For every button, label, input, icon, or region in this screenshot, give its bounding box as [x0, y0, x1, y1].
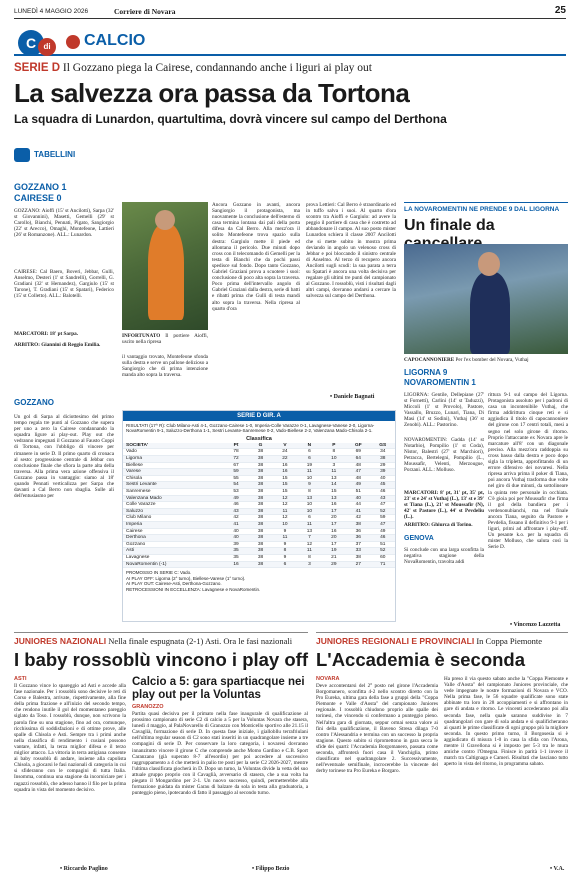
- table-cell: 8: [283, 548, 287, 554]
- right-byline: • Vincenzo Lazzetta: [510, 622, 561, 628]
- bottom-right-kicker-text: In Coppa Piemonte: [476, 636, 542, 646]
- table-cell: 52: [380, 548, 386, 554]
- bottom-right-byline: • V.A.: [550, 866, 565, 872]
- table-cell: 12: [282, 502, 288, 508]
- tabellini-label: TABELLINI: [34, 150, 76, 159]
- table-cell: 54: [233, 482, 239, 488]
- bottom-right-kicker-tag: JUNIORES REGIONALI E PROVINCIALI: [316, 636, 475, 646]
- table-cell: 11: [306, 469, 312, 475]
- page-header: [14, 5, 566, 19]
- gozzano-heading: GOZZANO: [14, 398, 54, 407]
- table-rows: [123, 443, 395, 568]
- table-cell: 38: [257, 462, 264, 468]
- table-cell: Derthona: [126, 535, 146, 541]
- table-cell: 34: [380, 449, 386, 455]
- table-note: RETROCESSIONI IN ECCELLENZA: Lavagnese e NovaRomentin.: [126, 586, 261, 592]
- table-cell: 38: [257, 541, 264, 547]
- table-cell: 35: [233, 554, 239, 560]
- table-cell: 15: [282, 482, 288, 488]
- table-cell: 11: [331, 469, 337, 475]
- genova-heading: GENOVA: [404, 535, 434, 542]
- table-cell: 9: [308, 482, 311, 488]
- table-row: [123, 489, 395, 496]
- table-cell: 59: [380, 515, 386, 521]
- table-row: [123, 562, 395, 569]
- table-cell: 38: [257, 482, 264, 488]
- bottom-right-col-2: Ha preso il via questo sabato anche la "Coppa Piemonte e Valle d'Aosta" del campionato Juniores provinciale, che vede impegnate le nostre formazioni di Novara e VCO. Nella prima fase, le 56 squadre qualificate sono state abbinate tra loro in 28 accoppiamenti e si affrontano in gare di andata e ritorno. Le vincenti accederanno poi alla seconda fase, nella quale saranno suddivise in 7 quadrangolari con gare di sola andata e si qualificheranno ai quarti le prime classificate di ogni gruppo più la migliore seconda. In questo primo turno, il Borgosesia si è aggiudicato di misura 1-0 in casa la sfida con l'Arona, mentre il Gravellona si è imposto per 5-3 tra le mura amiche contro l'Omegna. Finisce in parità 1-1 invece il match tra Caltignaga e Cameri. Risultati che lasciano tutto aperto in vista del ritorno, in programma sabato.: [444, 676, 568, 768]
- table-cell: 37: [355, 541, 361, 547]
- table-cell: 49: [380, 528, 386, 534]
- table-cell: 46: [380, 535, 386, 541]
- article-col-2: il vantaggio trovato, Montefeone sfonda sulla destra e serve un pallone delizioso a Sangiorgio che di prima intenzione manda alto sopra la traversa.: [122, 354, 208, 379]
- table-row: [123, 548, 395, 555]
- right-scorers: MARCATORI: 8' pt, 31' pt, 35' pt, 23' st e 24' st Vuthaj (L.), 13' st e 39' st Tiana (L.), 21' st Moussafir (N), 42' st Pastore (L.), 44' st Pevdeliu (L.).: [404, 490, 484, 521]
- player-head: [155, 210, 175, 230]
- right-score-away: NOVAROMENTIN 1: [404, 378, 476, 387]
- table-cell: 38: [257, 488, 264, 494]
- table-cell: 10: [331, 456, 337, 461]
- table-cell: 27: [355, 561, 361, 567]
- table-row: [123, 522, 395, 529]
- table-cell: Valenzana Mado: [126, 495, 162, 501]
- scorers: MARCATORI: 18' pt Sarpa.: [14, 331, 79, 337]
- table-cell: 39: [380, 469, 386, 475]
- table-cell: 10: [306, 508, 313, 514]
- score-away: CAIRESE 0: [14, 193, 62, 203]
- table-cell: 78: [233, 449, 239, 455]
- table-cell: 14: [331, 482, 337, 488]
- right-col-2: rittura 9-1 sul campo del Ligorna. Protagonista assoluto per i padroni di casa un incontenibile Vuthaj, che firma addirittura cinque reti e si aggiudica il titolo di capocannoniere del girone con 17 centri totali, mesi a segno nel solo girone di ritorno. Proprio l'attaccante ex Novara apre le marcature all'8' con un diagonale preciso. Alla mezz'ora raddoppia su cross basso dalla destra e poco dopo sigla la tripletta, approfittando di un errore difensivo dei novaresi. Nella ripresa arriva prima il poker di Tiana, poi ancora Vuthaj trasforma due volte nel giro di due minuti, da sottolineare la quinta rete personale in occhiata. C'è gioia poi per Moussafir che firma il gol della bandiera per i verdenonubianchi, ma nel finale ancora Tiana, seguito da Pastore e Pevdelia, fissano il definitivo 9-1 per i liguri, primi ad affrontare i play-off. Un pesante k.o. per la squadra di mister Molluso, che saluta così la Serie D.: [488, 392, 568, 551]
- bottom-left-headline: I baby rossoblù vincono i play off: [14, 649, 308, 670]
- table-cell: 17: [331, 508, 337, 514]
- table-cell: 13: [331, 475, 337, 481]
- newspaper-logo: C: [18, 30, 44, 56]
- table-row: [123, 469, 395, 476]
- right-caption-label: CAPOCANNONIERE: [404, 357, 455, 363]
- table-cell: 19: [306, 462, 313, 468]
- table-cell: 67: [233, 462, 239, 468]
- table-cell: 7: [308, 535, 311, 541]
- voluntas-byline: • Filippo Bezio: [252, 866, 290, 872]
- table-cell: 40: [233, 535, 239, 541]
- table-cell: 71: [380, 561, 386, 567]
- table-cell: 51: [380, 541, 386, 547]
- table-cell: 49: [233, 495, 239, 501]
- table-cell: 33: [355, 548, 361, 554]
- table-cell: Imperia: [126, 521, 142, 527]
- table-cell: 38: [257, 475, 264, 481]
- table-cell: 17: [331, 541, 337, 547]
- table-cell: 38: [257, 554, 264, 560]
- newspaper-name: Corriere di Novara: [114, 7, 176, 16]
- voluntas-headline: Calcio a 5: gara spartiacque nei play out per la Voluntas: [132, 676, 305, 701]
- table-cell: 40: [233, 528, 239, 534]
- table-cell: 60: [380, 554, 386, 560]
- table-cell: 10: [306, 475, 313, 481]
- table-cell: 38: [257, 521, 264, 527]
- table-cell: 11: [306, 548, 312, 554]
- bottom-left-tag: ASTI: [14, 676, 27, 682]
- table-cell: 15: [282, 475, 288, 481]
- caption-label: INFORTUNATO: [122, 333, 161, 339]
- section-header: [14, 26, 566, 56]
- genova-body: Si conclude con una larga sconfitta la negativa stagione della NovaRomentin, travolta addi: [404, 547, 484, 566]
- page-date: LUNEDÌ 4 MAGGIO 2026: [14, 8, 89, 15]
- table-cell: 39: [233, 541, 239, 547]
- table-row: [123, 449, 395, 456]
- right-headline: Un finale da: [404, 217, 495, 234]
- voluntas-body: Partita quasi decisiva per il primato nella fase inaugurale di qualificazione al prossimo campionato di serie C2 di calcio a 5 per la Voluntas Novara che stasera, lunedì 4 maggio, al PalaNovarello di Granozzo con Monticello sportivo alle 21.15 il Cavaglià, formazione di serie D. In questa fase iniziale, i giallobllu terrafriulani nell'ultima regular season di C2 sono stati inseriti in un quadrangolare insieme a tre compagini di serie D. Per conservare la loro categoria, i novaresi dovranno innanzitutto vincere il girone C che comprende anche Momo Gardino e C.B. Sport Caranzano (già superato 8-7 all'esordio) per poi accedere al successivo raggruppamento a 4 che metterà in palio tre posti per la serie C2 2026-2027, mentre l'ultima classificata giocherà in D. Dopo un turno, la Voluntas divide la vetta del suo attuale gruppo proprio con il Cavaglià, avversario di stasera, che a sua volta ha piegato il Mongardino per 2-1. Un nuovo successo, quindi, permetterebbe alla formazione guidata da mister Garau di balzare da sola in testa alla graduatoria, a punteggio pieno, ipotecando di fatto il passaggio al secondo turno.: [132, 711, 308, 797]
- table-subtitle: Classifica: [246, 435, 272, 442]
- table-cell: 44: [355, 502, 361, 508]
- table-cell: 29: [331, 561, 337, 567]
- table-row: [123, 482, 395, 489]
- table-cell: 38: [257, 469, 264, 475]
- lineup-ligorna: LIGORNA: Gentile, Dellepiane (27' st Fornetti), Carlini (14' st Taduzzi), Miccoli (1' st Provolo), Pastore, Vassallo, Bruzzo, Lunari, Tiana, Di Masi (14' st Sodini), Vuthaj (36' st Zenobi). ALL.: Pastorino.: [404, 392, 484, 429]
- table-cell: 41: [355, 508, 361, 514]
- table-title: SERIE D GIR. A: [123, 411, 395, 421]
- lineup-cairese: CAIRESE: Cal Baero, Boveri, Jebbar, Gulli, Anselmo, Desteri (1' st Sandrelli), Gorrelli, G. Gradiani (32' st Hernandez), Gargiulo (15' st Tarone), T. Gradiani (15' st Spatari), Federico (15' st Colletto). ALL.: Balotelli.: [14, 269, 114, 300]
- gozzano-body: Un gol di Sarpa al diciottesimo del primo tempo regala tre punti al Gozzano che supera per uno a zero la Cairese condannando la squadra ligure ai play-out. Play out che vedranno impegnati il Gozzano al Fausto Coppi di Tortona, con l'obbligo di vincere per rimanere in serie D. Il primo quarto di cronaca al sesto: progressione centrale di Jebbar con conclusione finale che sfiora la parte alta della traversa. Alla prima vera azione offensiva il Gozzano passa in vantaggio: siamo al 18' quando Pennati verticalizza per Sarpa che davanti a Cal Berro non sbaglia. Sulle ali dell'entusiasmo per: [14, 414, 114, 500]
- bottom-left-kicker-text: Nella finale espugnata (2-1) Asti. Ora le fasi nazionali: [108, 636, 293, 646]
- table-cell: 35: [233, 548, 239, 554]
- lineup-novaromentin: NOVAROMENTIN: Gadda (14' st Notarbio), Pompilio (1' st Coda), Nistor, Balestri (27' st Marchiori), Petracca, Bertelegni, Pompilio (L., Moussafir, Velenti, Merzougue, Porzani. ALL.: Molluso.: [404, 437, 484, 474]
- table-cell: 36: [355, 528, 361, 534]
- table-cell: 69: [355, 449, 361, 455]
- table-cell: Chisola: [126, 475, 142, 481]
- byline: • Daniele Bagnati: [330, 394, 375, 400]
- table-cell: 20: [331, 535, 337, 541]
- goalkeeper-photo: [122, 202, 208, 330]
- table-cell: Lavagnese: [126, 554, 150, 560]
- table-cell: Varese: [126, 469, 141, 475]
- table-cell: 38: [257, 535, 264, 541]
- right-divider: [404, 202, 568, 203]
- table-cell: 6: [283, 561, 287, 567]
- table-row: [123, 555, 395, 562]
- table-cell: 38: [380, 456, 386, 461]
- table-cell: 49: [355, 482, 361, 488]
- table-cell: 40: [380, 475, 386, 481]
- table-cell: 16: [282, 462, 288, 468]
- table-notes: [123, 568, 395, 594]
- table-cell: 13: [331, 495, 337, 501]
- table-cell: Sanremese: [126, 488, 151, 494]
- newspaper-logo-mark: di: [38, 38, 56, 56]
- bottom-right-tag: NOVARA: [316, 676, 340, 682]
- bottom-left-rule: [14, 632, 308, 633]
- table-cell: 3: [332, 462, 336, 468]
- caption-text: Il portiere Aioffi, uscito nella ripresa: [122, 333, 208, 346]
- table-cell: 48: [355, 475, 361, 481]
- table-cell: 19: [331, 548, 337, 554]
- table-note: AI PLAY OFF: Ligorna (2° turno), Biellese-Varese (1° turno).: [126, 575, 246, 581]
- right-kicker: LA NOVAROMENTIN NE PRENDE 9 DAL LIGORNA: [404, 206, 560, 213]
- headline: La salvezza ora passa da Tortona: [14, 78, 410, 108]
- table-cell: 72: [233, 456, 239, 461]
- table-cell: 38: [257, 502, 264, 508]
- table-header-cell: V: [283, 442, 287, 448]
- table-cell: 38: [257, 548, 264, 554]
- table-cell: 16: [331, 502, 337, 508]
- table-cell: 38: [257, 561, 264, 567]
- table-cell: 43: [233, 508, 239, 514]
- table-cell: 20: [331, 515, 337, 521]
- bottom-left-byline: • Riccardo Paglino: [60, 866, 108, 872]
- table-cell: Saluzzo: [126, 508, 144, 514]
- table-cell: 8: [308, 554, 311, 560]
- table-cell: 17: [331, 521, 337, 527]
- table-cell: 55: [233, 475, 239, 481]
- table-cell: 43: [380, 495, 386, 501]
- table-cell: 12: [306, 541, 313, 547]
- table-cell: 11: [306, 521, 312, 527]
- voluntas-tag: GRANOZZO: [132, 704, 164, 710]
- table-row: [123, 515, 395, 522]
- table-cell: 38: [257, 508, 264, 514]
- bottom-right-col-1: Deve accontentarsi del 2° posto nel girone l'Accademia Borgomanero, sconfitta 4-2 nello scontro diretto con la Pro Eureka, ultima gara della fase a gruppi della "Coppa Piemonte e Valle d'Aosta" del campionato Juniores regionale. I rossoblù chiudono proprio alle spalle dei torinesi, che vincendo si confermano a punteggio pieno. Nell'altra gara di giornata, seppur ormai senza valore ai fini della qualificazione, il Baveno Stresa dilaga 7-0 contro l'Alessandria e termina con un successo la propria stagione. Questo subito si ripromettono in gara secca le sfide dei quarti: l'Accademia Borgomanero, passata come seconda, affronterà fuori casa il Vanchiglia, primo classificato nel quadrangolare 2. Successivamente, nell'eventuale semifinale, incrocerebbe la vincente del derby torinese tra Pro Eureka e Borgaro.: [316, 683, 438, 775]
- referee: ARBITRO: Giannini di Reggio Emilia.: [14, 342, 101, 348]
- table-cell: 16: [233, 561, 239, 567]
- table-cell: 12: [282, 515, 288, 521]
- player-figure-2: [470, 272, 510, 354]
- table-cell: 46: [380, 488, 386, 494]
- table-cell: 41: [233, 521, 239, 527]
- table-cell: 48: [355, 462, 361, 468]
- table-note: PROMOSSO IN SERIE C: Vado.: [126, 570, 192, 576]
- results-text: RISULTATI (17^ R): Club Milano-Asti 4-1, Gozzano-Cairese 1-0, Imperia-Colle Varazze 0-1, Lavagnese-Vanese 2-0, Ligorna-NovaRomentin 9-1, Saluzzo-Derthona 1-1, Sestri Levante-Sanremese 0-2, Vado-Biellese 2-2, Valenzana Mado-Chisola 2-1.: [126, 423, 375, 434]
- photo-caption: [122, 333, 208, 345]
- table-header-cell: G: [258, 442, 263, 448]
- table-cell: 40: [355, 495, 361, 501]
- table-cell: 38: [257, 515, 264, 521]
- article-col-4: prova Lettieri: Cal Berro è straordinario ed in tuffo salva i suoi. Al quarto d'ora scontro tra Aioffi e Gargiulo: ad avere la peggio il portiere di casa che è costretto ad abbandonare il campo. Al suo posto mister Lunardon schiera il classe 2007 Ancilotti che si mette subito in mostra prima deviando in angolo un velenoso cross di Jebbar e poi bloccando il sinistro centrale di Anselmo. Al terzo di recupero ancora Ancilotti sugli scudi: la sua parata a terra su Spatari è ancora una volta decisiva per regalare gli ultimi tre punti del campionato al Gozzano. I rossoblù, visti i risultati dagli altri campi, dovranno andarsi a cercare la salvezza sul campo del Derthona.: [306, 202, 396, 300]
- table-cell: 21: [331, 554, 337, 560]
- table-header-cell: P: [332, 442, 336, 448]
- table-cell: Colle Varazze: [126, 502, 156, 508]
- table-cell: NovaRomentin (-1): [126, 561, 167, 567]
- right-caption-text: Per l'ex bomber del Novara, Vuthaj: [455, 357, 529, 363]
- table-cell: 46: [233, 502, 239, 508]
- stats-icon: [14, 148, 30, 162]
- article-kicker: [14, 62, 566, 74]
- table-cell: 9: [283, 528, 287, 534]
- bottom-right-rule: [316, 632, 568, 633]
- table-cell: 53: [233, 488, 239, 494]
- table-cell: 11: [282, 508, 288, 514]
- table-cell: 47: [355, 469, 361, 475]
- standings-table: [122, 410, 396, 622]
- table-row: [123, 502, 395, 509]
- kicker-text: Il Gozzano piega la Cairese, condannando anche i liguri ai play out: [62, 62, 372, 74]
- table-cell: 38: [257, 456, 264, 461]
- article-col-3: Ancora Gozzano in avanti, ancora Sangiorgio il protagonista, ma nuovamente la conclusione dell'esterno di casa termina lontana dai pali della porta difesa da Cal Berro. Alla mezz'ora il solito Montefeone trova spazio sulla destra: Gargiulo mette il piede ed allontana il pericolo. Due minuti dopo cross con il telecomando di Gemelli per la testa di Bianchi che da pochi passi spedisce sul fondo. Dopo tanto Gozzano, Gabriel Graziani prova a scuotere i suoi: conclusione di poco alta sopra la traversa. Poco prima dell'intervallo angolo di Gabriel Graziani dalla destra, serie di batti e ribatti prima che Gulli di testa mandi alto sopra la traversa. Nella ripresa al quarto d'ora: [212, 202, 300, 312]
- table-cell: 3: [308, 561, 311, 567]
- table-cell: 38: [257, 495, 264, 501]
- subheadline: La squadra di Lunardon, quartultima, dovrà vincere sul campo del Derthona: [14, 112, 447, 126]
- player-head-2: [478, 252, 500, 276]
- table-header-cell: GS: [379, 442, 387, 448]
- table-cell: 13: [306, 528, 313, 534]
- table-cell: 47: [380, 521, 386, 527]
- page-number: 25: [554, 5, 566, 16]
- table-cell: 9: [283, 541, 287, 547]
- table-cell: 6: [308, 456, 311, 461]
- table-header-cell: N: [307, 442, 312, 448]
- bottom-left-kicker: [14, 636, 308, 646]
- table-cell: 38: [355, 521, 361, 527]
- tabellini-box: [14, 138, 116, 398]
- player-photo: [404, 244, 568, 354]
- table-cell: 9: [283, 554, 287, 560]
- table-cell: 15: [282, 488, 288, 494]
- bottom-right-headline: L'Accademia è seconda: [316, 649, 526, 670]
- table-cell: Vado: [126, 449, 137, 455]
- score-home: GOZZANO 1: [14, 182, 67, 192]
- table-note: AI PLAY OUT: Cairese-Asti, Derthona-Gozzano.: [126, 581, 222, 587]
- table-cell: 42: [233, 515, 239, 521]
- table-cell: 10: [306, 502, 313, 508]
- table-cell: 10: [282, 521, 288, 527]
- table-cell: 11: [282, 535, 288, 541]
- bottom-left-kicker-tag: JUNIORES NAZIONALI: [14, 636, 107, 646]
- table-cell: 36: [355, 535, 361, 541]
- table-cell: 6: [308, 449, 311, 455]
- table-header-cell: Pt: [233, 442, 239, 448]
- bottom-right-kicker: [316, 636, 568, 646]
- bottom-left-body: Il Gozzano vince lo spareggio ad Asti e accede alla fase nazionale. Per i rossoblù sono decisive le reti di Corso e Balestra, arrivate, rispettivamente, alla fine della prima frazione e all'inizio del secondo tempo, che rendono inutile il gol del momentaneo pareggio siglato da Toso. I rossoblù, dunque, non scrivono la parola fine su una stagione, fino ad ora, comunque, ricchissima di soddisfazioni e di ottime prove, alle spalle di Chisola e Asti. Sempre tra i primi anche nella classifica di rendimento i cusiani possono vantare, infatti, la terza miglior difesa e il terzo miglior attacco. La vittoria in terra astigiana consente ai baby rossoblù di andare, insieme alla capolista Chisola, a giocarsi le fasi nazionali di categoria in cui si sfideranno con le compagini di tutta Italia. Insomma, continua una stagione da incorniciare per i ragazzi rossoblù, che adesso hanno il filo per la prima squadra in vista del momento decisivo.: [14, 683, 126, 793]
- table-cell: 64: [355, 456, 361, 461]
- player-figure: [148, 224, 184, 320]
- right-referee: ARBITRO: Ghiurca di Torino.: [404, 522, 473, 528]
- section-ball-icon: [66, 35, 80, 49]
- table-cell: 51: [355, 488, 361, 494]
- table-cell: 22: [282, 456, 288, 461]
- table-cell: 12: [282, 495, 288, 501]
- table-cell: 45: [380, 482, 386, 488]
- table-cell: 47: [380, 502, 386, 508]
- lineup-gozzano: GOZZANO: Aioffi (15' st Ancilotti), Sarpa (32' st Giovannini), Masetti, Gemelli (29' st Carollo), Bianchi, Pennati, Pigato, Sangiorgio (22' st Arecco), Omaghi, Montefeone, Lattieri (26' st Romanzone). ALL.: Lunardon.: [14, 208, 114, 239]
- table-header-cell: GF: [354, 442, 362, 448]
- table-cell: 38: [355, 554, 361, 560]
- table-cell: 13: [306, 495, 313, 501]
- section-title: CALCIO: [84, 32, 146, 49]
- table-cell: 59: [233, 469, 239, 475]
- table-cell: Ligorna: [126, 456, 143, 461]
- table-cell: 6: [308, 515, 311, 521]
- table-cell: 8: [332, 449, 336, 455]
- table-cell: 29: [380, 462, 386, 468]
- kicker-tag: SERIE D: [14, 62, 61, 74]
- table-header-cell: SOCIETA': [126, 442, 149, 448]
- table-row: [123, 535, 395, 542]
- table-cell: Cairese: [126, 528, 143, 534]
- table-cell: Biellese: [126, 462, 143, 468]
- table-cell: Gozzano: [126, 541, 146, 547]
- table-cell: Club Milano: [126, 515, 152, 521]
- table-cell: 52: [380, 508, 386, 514]
- right-caption: [404, 357, 568, 363]
- table-cell: 8: [308, 488, 311, 494]
- table-row: [123, 456, 395, 463]
- table-cell: 15: [331, 488, 337, 494]
- table-cell: 16: [331, 528, 337, 534]
- table-cell: 38: [257, 449, 264, 455]
- table-cell: 16: [282, 469, 288, 475]
- table-cell: 42: [355, 515, 361, 521]
- table-cell: Asti: [126, 548, 134, 554]
- table-cell: 38: [257, 528, 264, 534]
- table-cell: Sestri Levante: [126, 482, 157, 488]
- table-cell: 24: [282, 449, 288, 455]
- right-score-home: LIGORNA 9: [404, 368, 448, 377]
